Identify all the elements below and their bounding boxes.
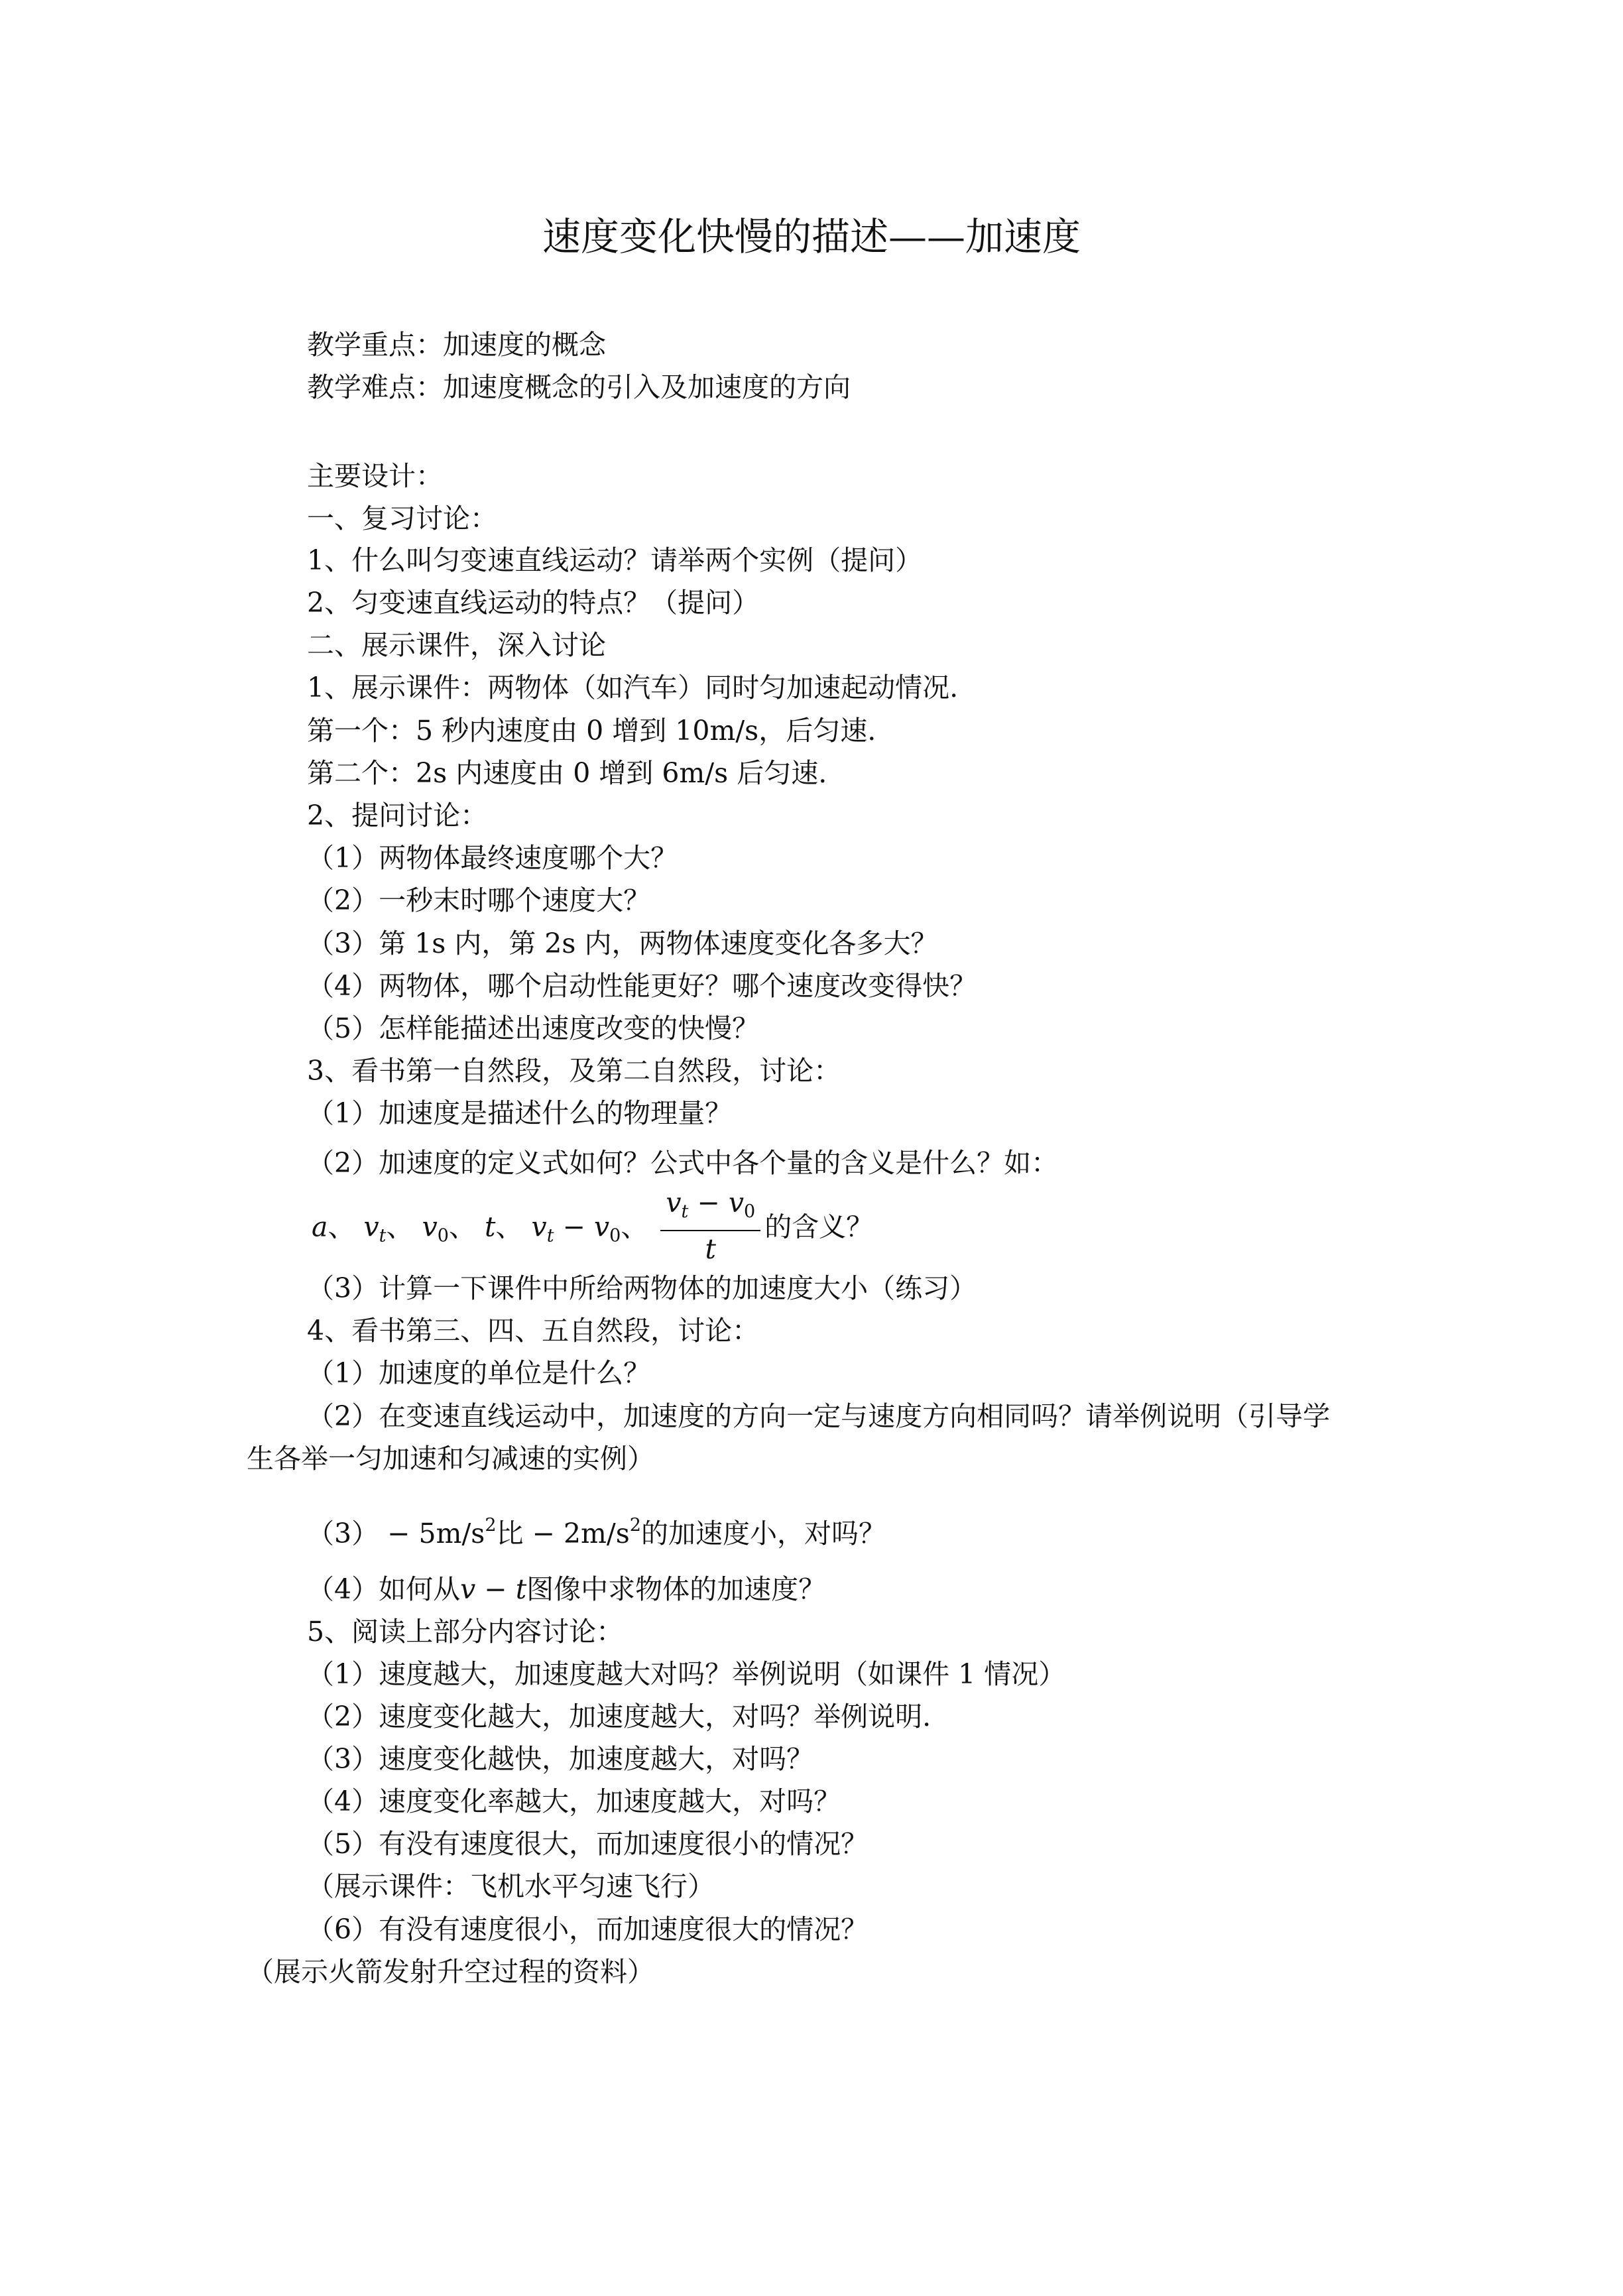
list-item: （1）加速度是描述什么的物理量？ [307,1097,733,1129]
section-2-p2: 2、提问讨论： [307,800,488,831]
list-item: （2）一秒末时哪个速度大？ [307,884,651,916]
formula-fraction [660,1187,760,1266]
section-1-heading: 一、复习讨论： [307,503,497,534]
list-item: （2）加速度的定义式如何？公式中各个量的含义是什么？如： [307,1147,1059,1179]
list-item: （3）速度变化越快，加速度越大，对吗？ [307,1743,814,1775]
list-item: （4）速度变化率越大，加速度越大，对吗？ [307,1785,841,1817]
section-2-p5: 5、阅读上部分内容讨论： [307,1616,624,1648]
list-item: （2）速度变化越大，加速度越大，对吗？举例说明. [307,1701,932,1732]
list-item: （4）两物体，哪个启动性能更好？哪个速度改变得快？ [307,970,977,1002]
list-item-units: $(3) - 5m/s^2$比 − $2m/s^2$的加速度小，对吗？ [307,1515,886,1549]
list-item-vt: （4）如何从v − t图像中求物体的加速度？ [307,1573,826,1605]
list-item: （2）在变速直线运动中，加速度的方向一定与速度方向相同吗？请举例说明（引导学 [307,1400,1331,1432]
list-item: （6）有没有速度很小，而加速度很大的情况？ [307,1913,869,1945]
list-item: （1）两物体最终速度哪个大？ [307,842,678,874]
list-item: （1）加速度的单位是什么？ [307,1357,651,1389]
section-2-p1: 1、展示课件：两物体（如汽车）同时匀加速起动情况. [307,672,959,703]
fraction-numerator: $v_t - v_0$ [660,1187,760,1231]
section-1-q1: 1、什么叫匀变速直线运动？请举两个实例（提问） [307,544,923,576]
list-item: （1）速度越大，加速度越大对吗？举例说明（如课件 1 情况） [307,1658,1066,1690]
design-heading: 主要设计： [307,460,443,492]
difficulty: 教学难点：加速度概念的引入及加速度的方向 [307,371,851,403]
section-2-heading: 二、展示课件，深入讨论 [307,629,606,661]
fraction-denominator: t [705,1233,717,1265]
section-2-p3: 3、看书第一自然段，及第二自然段，讨论： [307,1055,841,1087]
section-2-p1a: 第一个：5 秒内速度由 0 增到 10m/s，后匀速. [307,715,876,747]
section-1-q2: 2、匀变速直线运动的特点？（提问） [307,587,760,619]
formula-line: a、 $v_t$、 $v_0$、 t、 $v_t - v_0$、 $\frac{v_t - v_0}{t}$ 的含义？ [312,1187,874,1265]
closing-note: （展示火箭发射升空过程的资料） [247,1956,654,1988]
section-2-p4: 4、看书第三、四、五自然段，讨论： [307,1315,760,1347]
formula-suffix: 的含义？ [764,1211,874,1243]
list-item-continuation: 生各举一匀加速和匀减速的实例） [247,1443,654,1475]
list-item: （5）有没有速度很大，而加速度很小的情况？ [307,1828,869,1860]
list-item: （3）第 1s 内，第 2s 内，两物体速度变化各多大？ [307,928,938,959]
page-title: 速度变化快慢的描述——加速度 [542,214,1081,259]
list-item: （3）计算一下课件中所给两物体的加速度大小（练习） [307,1272,977,1304]
formula-a: a [312,1211,328,1243]
key-point: 教学重点：加速度的概念 [307,329,606,361]
section-2-p1b: 第二个：2s 内速度由 0 增到 6m/s 后匀速. [307,757,827,789]
list-item: （5）怎样能描述出速度改变的快慢？ [307,1012,760,1044]
list-item: （展示课件：飞机水平匀速飞行） [307,1870,715,1902]
